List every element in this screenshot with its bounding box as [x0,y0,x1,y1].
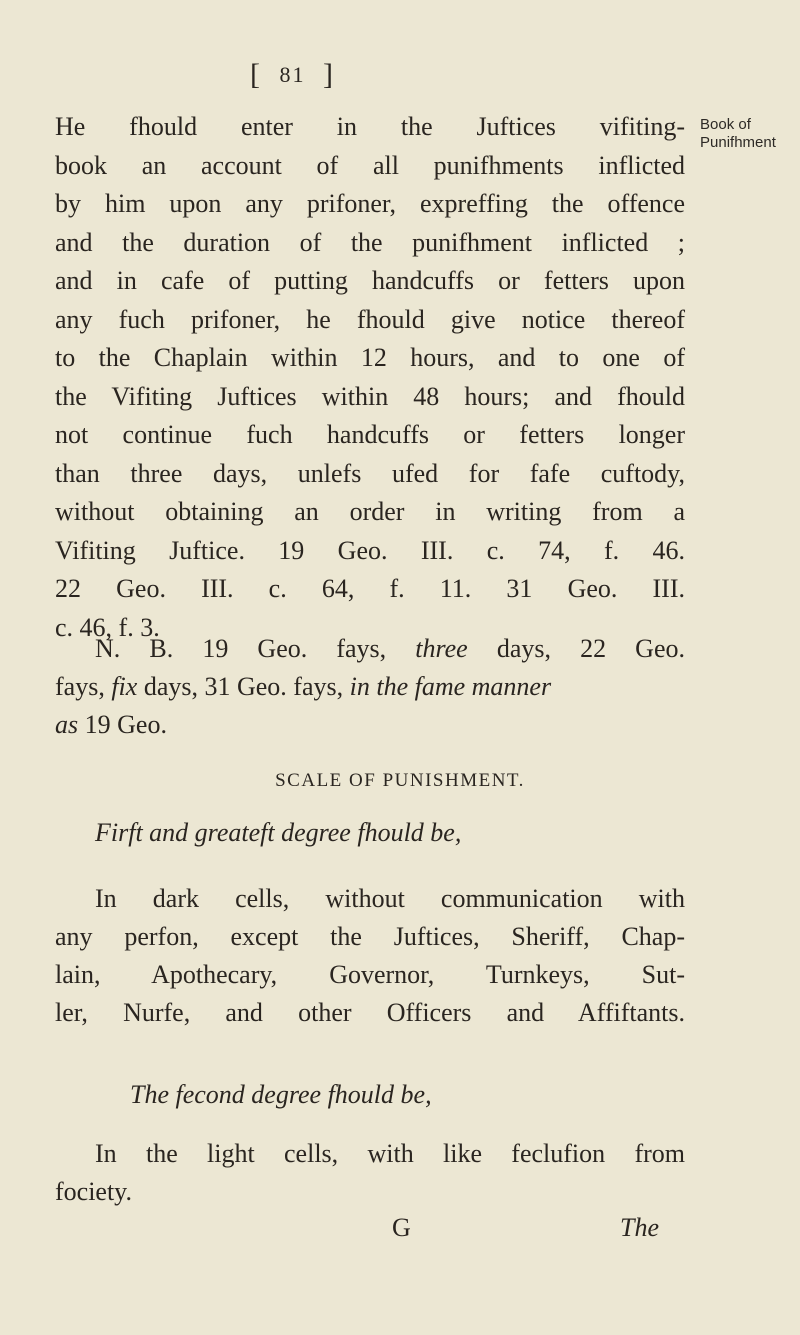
nb-line-1 [55,630,685,668]
nb-line-2 [55,668,685,706]
nb-text: N. B. 19 Geo. fays, [95,634,416,663]
nb-text: days, 31 Geo. fays, [137,672,350,701]
first-degree-heading: Firft and greateft degree fhould be, [95,818,462,847]
text-line: lain, Apothecary, Governor, Turnkeys, Sut- [55,960,685,989]
margin-note-line-1: Book of [700,116,751,133]
text-line: In dark cells, without communication with [95,884,685,913]
text-line: the Vifiting Juftices within 48 hours; and fhould [55,381,685,411]
catchword: The [620,1213,659,1242]
nb-text: 19 Geo. [78,710,167,739]
text-line: c. 46, f. 3. [55,612,160,642]
nb-text: days, 22 Geo. [467,634,685,663]
first-degree-text [55,880,685,1032]
text-line: and in cafe of putting handcuffs or fetters upon [55,266,685,295]
text-line: any fuch prifoner, he fhould give notice thereof [55,304,685,334]
nb-text: fays, [55,672,112,701]
text-line: In the light cells, with like feclufion from [95,1139,685,1168]
text-line: any perfon, except the Juftices, Sheriff, Chap- [55,922,685,951]
text-line: He fhould enter in the Juftices vifiting- [55,112,685,141]
nb-italic: fix [111,672,138,701]
text-line: to the Chaplain within 12 hours, and to one of [55,343,685,372]
nb-italic: three [415,634,468,663]
nb-line-3 [55,706,685,744]
text-line: without obtaining an order in writing from a [55,497,685,526]
text-line: than three days, unlefs ufed for fafe cuftody, [55,458,685,488]
scale-heading: SCALE OF PUNISHMENT. [275,770,525,791]
text-line: not continue fuch handcuffs or fetters longer [55,420,685,449]
page-header [250,58,410,92]
second-degree-heading: The fecond degree fhould be, [130,1080,432,1109]
right-bracket: ] [323,58,335,91]
page-number: 81 [279,62,306,87]
second-degree-text [55,1135,685,1211]
text-line: by him upon any prifoner, expreffing the offence [55,189,685,218]
text-line: Vifiting Juftice. 19 Geo. III. c. 74, f. 46. [55,535,685,565]
text-line: book an account of all punifhments inflicted [55,150,685,180]
nb-italic: in the fame manner [349,672,552,701]
paragraph-1 [55,108,685,647]
nb-italic: as [55,710,79,739]
text-line: 22 Geo. III. c. 64, f. 11. 31 Geo. III. [55,574,685,603]
text-line: fociety. [55,1177,132,1206]
left-bracket: [ [250,58,262,91]
nota-bene [55,630,685,744]
signature-mark: G [392,1213,411,1242]
text-line: ler, Nurfe, and other Officers and Affiftants. [55,998,685,1027]
margin-note [700,116,796,152]
margin-note-line-2: Punifhment [700,134,776,151]
text-line: and the duration of the punifhment inflicted ; [55,227,685,257]
